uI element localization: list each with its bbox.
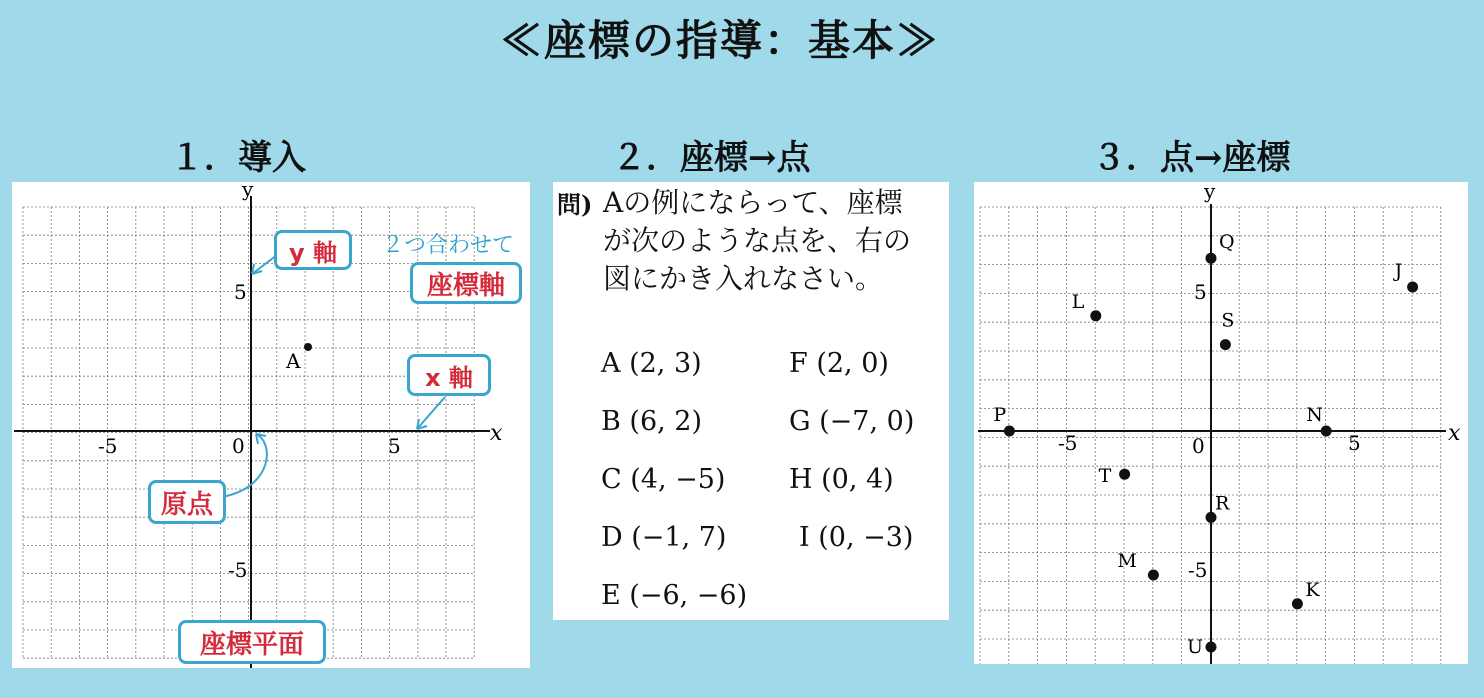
tick-x-pos5: 5 (1348, 431, 1361, 455)
y-axis-label: y (1204, 182, 1216, 203)
coord-D: D (−1, 7) (601, 522, 727, 553)
point-label-S: S (1221, 309, 1235, 332)
point-L (1090, 310, 1101, 321)
point-label-Q: Q (1219, 231, 1235, 254)
point-label-U: U (1187, 636, 1204, 658)
x-axis-label: x (490, 421, 503, 446)
point-J (1407, 282, 1418, 293)
point-label-R: R (1215, 492, 1230, 515)
tick-y-pos5: 5 (234, 280, 247, 304)
point-label-P: P (993, 404, 1007, 426)
point-Q (1206, 253, 1217, 264)
y-axis-label: y (242, 182, 254, 201)
question-line-1: Aの例にならって、座標 (603, 186, 903, 219)
point-T (1119, 469, 1130, 480)
page-title: ≪座標の指導：基本≫ (499, 16, 940, 65)
coord-G: G (−7, 0) (789, 406, 915, 437)
point-S (1220, 339, 1231, 350)
callout-axes-note: ２つ合わせて (382, 233, 515, 258)
point-label-K: K (1305, 578, 1320, 601)
callout-origin: 原点 (148, 480, 226, 524)
question-line-2: が次のような点を、右の (603, 224, 912, 257)
coord-F: F (2, 0) (789, 348, 889, 379)
tick-x-neg5: -5 (98, 434, 118, 458)
origin-label: 0 (232, 434, 245, 458)
point-K (1292, 598, 1303, 609)
question-line-3: 図にかき入れなさい。 (603, 262, 884, 295)
panel-question (553, 182, 949, 620)
point-label-N: N (1306, 404, 1323, 426)
point-label-J: J (1394, 260, 1403, 282)
tick-x-neg5: -5 (1058, 431, 1078, 455)
coord-C: C (4, −5) (601, 464, 726, 495)
section-heading-point-to-coord: ３．点→座標 (1092, 138, 1291, 178)
point-P (1004, 426, 1015, 437)
callout-x-axis: x 軸 (407, 354, 491, 396)
point-U (1206, 642, 1217, 653)
callout-coordinate-axes: 座標軸 (410, 262, 522, 304)
point-A (304, 343, 312, 351)
tick-y-neg5: -5 (228, 558, 248, 582)
panel-point-to-coord (974, 182, 1468, 664)
panel-intro (12, 182, 530, 668)
coord-I: I (0, −3) (799, 522, 914, 553)
coord-E: E (−6, −6) (601, 580, 748, 611)
point-label-M: M (1117, 550, 1137, 572)
coord-A: A (2, 3) (601, 348, 702, 379)
tick-y-pos5: 5 (1194, 280, 1207, 304)
question-label: 問) (557, 190, 593, 219)
point-N (1321, 426, 1332, 437)
x-axis-label: x (1448, 421, 1461, 446)
point-A-label: A (286, 349, 301, 373)
coord-H: H (0, 4) (789, 464, 894, 495)
tick-y-neg5: -5 (1188, 558, 1208, 582)
coord-B: B (6, 2) (601, 406, 703, 437)
coordinate-plane-practice (974, 182, 1468, 664)
callout-coordinate-plane: 座標平面 (178, 620, 326, 664)
point-label-L: L (1071, 290, 1085, 313)
point-M (1148, 570, 1159, 581)
callout-y-axis: y 軸 (274, 230, 352, 270)
origin-label: 0 (1192, 434, 1205, 458)
section-heading-coord-to-point: ２．座標→点 (612, 138, 811, 178)
point-label-T: T (1098, 465, 1112, 488)
tick-x-pos5: 5 (388, 434, 401, 458)
x-axis-arrow (417, 397, 445, 429)
section-heading-intro: １．導入 (170, 138, 306, 178)
